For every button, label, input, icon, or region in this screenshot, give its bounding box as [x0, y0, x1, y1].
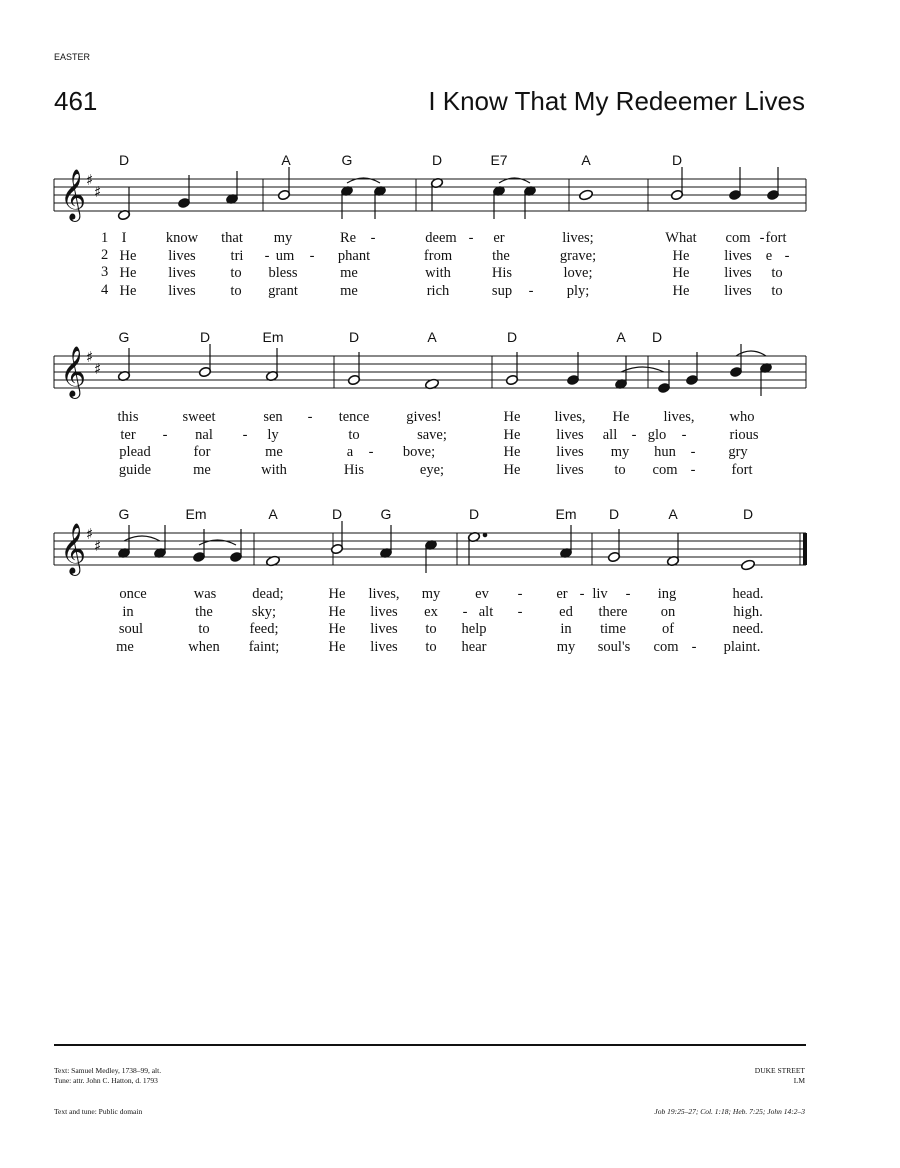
- lyric-syllable: gives!: [406, 409, 442, 425]
- lyric-syllable: head.: [732, 586, 764, 602]
- tune-credit: Tune: attr. John C. Hatton, d. 1793: [54, 1076, 158, 1085]
- lyric-syllable: rious: [729, 427, 759, 443]
- lyric-syllable: lives: [556, 444, 584, 460]
- lyric-syllable: e: [765, 248, 773, 264]
- lyric-syllable: to: [348, 427, 360, 443]
- lyric-syllable: lives,: [554, 409, 586, 425]
- lyric-syllable: sup: [491, 283, 513, 299]
- lyric-syllable: lives: [556, 462, 584, 478]
- lyric-syllable: phant: [337, 248, 371, 264]
- lyric-syllable: my: [273, 230, 293, 246]
- lyric-syllable: me: [340, 265, 358, 281]
- lyric-syllable: me: [265, 444, 283, 460]
- lyric-syllable: high.: [733, 604, 763, 620]
- lyric-syllable: tri: [230, 248, 244, 264]
- slur: [621, 367, 664, 372]
- lyric-syllable: to: [425, 639, 437, 655]
- chord: A: [616, 329, 626, 345]
- lyric-syllable: ly: [267, 427, 279, 443]
- lyric-syllable: save;: [417, 427, 447, 443]
- lyric-syllable: lives: [168, 265, 196, 281]
- lyric-syllable: lives: [370, 639, 398, 655]
- lyric-syllable: hear: [461, 639, 487, 655]
- lyric-syllable: me: [116, 639, 134, 655]
- lyric-syllable: in: [560, 621, 572, 637]
- lyric-syllable: -: [579, 586, 585, 602]
- chord: A: [281, 152, 291, 168]
- lyric-syllable: sweet: [182, 409, 216, 425]
- chord: G: [341, 152, 353, 168]
- lyric-syllable: who: [729, 409, 755, 425]
- lyric-syllable: -: [681, 427, 687, 443]
- lyric-syllable: What: [665, 230, 697, 246]
- lyric-syllable: -: [517, 586, 523, 602]
- lyric-syllable: when: [188, 639, 220, 655]
- lyric-syllable: deem: [425, 230, 457, 246]
- chord: G: [118, 506, 130, 522]
- lyric-syllable: lives: [724, 283, 752, 299]
- lyric-syllable: -: [517, 604, 523, 620]
- lyric-syllable: my: [421, 586, 441, 602]
- lyric-syllable: sen: [263, 409, 283, 425]
- lyric-syllable: to: [771, 265, 783, 281]
- lyric-syllable: to: [198, 621, 210, 637]
- lyric-syllable: plaint.: [723, 639, 761, 655]
- chord: D: [331, 506, 343, 522]
- lyric-syllable: on: [660, 604, 676, 620]
- lyric-syllable: fort: [765, 230, 787, 246]
- lyric-syllable: -: [625, 586, 631, 602]
- chord: D: [742, 506, 754, 522]
- lyric-syllable: He: [612, 409, 630, 425]
- lyric-syllable: was: [193, 586, 217, 602]
- lyric-syllable: I: [121, 230, 127, 246]
- lyric-syllable: -: [370, 230, 376, 246]
- lyric-syllable: rich: [426, 283, 450, 299]
- lyric-syllable: He: [328, 639, 346, 655]
- lyric-syllable: soul: [118, 621, 144, 637]
- lyric-syllable: with: [425, 265, 451, 281]
- lyric-syllable: er: [556, 586, 568, 602]
- lyric-syllable: bove;: [402, 444, 436, 460]
- lyric-syllable: me: [193, 462, 211, 478]
- lyric-syllable: He: [328, 621, 346, 637]
- lyric-syllable: lives: [370, 621, 398, 637]
- sharp-icon: ♯: [86, 348, 94, 366]
- dot: [483, 533, 487, 537]
- treble-clef-icon: 𝄞: [60, 169, 87, 220]
- lyric-syllable: gry: [728, 444, 748, 460]
- lyric-syllable: this: [117, 409, 139, 425]
- lyric-syllable: lives,: [368, 586, 400, 602]
- lyric-syllable: -: [368, 444, 374, 460]
- chord: A: [427, 329, 437, 345]
- sharp-icon: ♯: [86, 525, 94, 543]
- lyric-syllable: He: [503, 427, 521, 443]
- lyric-syllable: -: [759, 230, 765, 246]
- chord: D: [199, 329, 211, 345]
- lyric-syllable: ex: [424, 604, 438, 620]
- lyric-syllable: com: [652, 462, 678, 478]
- note-head: [579, 189, 594, 201]
- lyric-syllable: to: [614, 462, 626, 478]
- hymn-number: 461: [54, 86, 98, 116]
- lyric-syllable: lives: [168, 283, 196, 299]
- verse-number: 3: [101, 264, 109, 280]
- chord: Em: [185, 506, 207, 522]
- lyric-syllable: there: [598, 604, 628, 620]
- lyric-syllable: ter: [120, 427, 136, 443]
- lyric-syllable: lives: [370, 604, 398, 620]
- lyric-syllable: for: [193, 444, 211, 460]
- lyric-syllable: ed: [559, 604, 573, 620]
- treble-clef-icon: 𝄞: [60, 346, 87, 397]
- lyric-syllable: His: [491, 265, 513, 281]
- lyric-syllable: er: [493, 230, 505, 246]
- lyric-syllable: of: [661, 621, 675, 637]
- lyric-syllable: Re: [339, 230, 357, 246]
- lyric-syllable: He: [328, 604, 346, 620]
- chord: Em: [555, 506, 577, 522]
- lyric-syllable: com: [653, 639, 679, 655]
- lyric-syllable: glo: [647, 427, 667, 443]
- lyric-syllable: with: [261, 462, 287, 478]
- lyric-syllable: He: [119, 248, 137, 264]
- lyric-syllable: me: [340, 283, 358, 299]
- lyric-syllable: -: [264, 248, 270, 264]
- lyric-syllable: to: [230, 265, 242, 281]
- sharp-icon: ♯: [94, 360, 102, 378]
- lyric-syllable: ev: [475, 586, 489, 602]
- lyric-syllable: lives;: [562, 230, 594, 246]
- chord: D: [506, 329, 518, 345]
- note-head: [741, 559, 756, 571]
- lyric-syllable: His: [343, 462, 365, 478]
- lyric-syllable: -: [691, 639, 697, 655]
- lyric-syllable: -: [309, 248, 315, 264]
- treble-clef-icon: 𝄞: [60, 523, 87, 574]
- chord: G: [118, 329, 130, 345]
- lyric-syllable: once: [119, 586, 147, 602]
- chord: D: [651, 329, 663, 345]
- sharp-icon: ♯: [94, 183, 102, 201]
- lyric-syllable: plead: [119, 444, 151, 460]
- lyric-syllable: He: [503, 409, 521, 425]
- lyric-syllable: He: [672, 265, 690, 281]
- chord: E7: [490, 152, 508, 168]
- chord: D: [431, 152, 443, 168]
- scripture-references: Job 19:25–27; Col. 1:18; Heb. 7:25; John 14:2–3: [654, 1107, 805, 1116]
- lyric-syllable: -: [462, 604, 468, 620]
- lyric-syllable: eye;: [419, 462, 445, 478]
- chord: D: [468, 506, 480, 522]
- lyric-syllable: He: [503, 462, 521, 478]
- hymn-title: I Know That My Redeemer Lives: [428, 86, 805, 116]
- lyric-syllable: feed;: [249, 621, 279, 637]
- lyric-syllable: that: [221, 230, 243, 246]
- chord: D: [608, 506, 620, 522]
- lyric-syllable: love;: [563, 265, 593, 281]
- chord: D: [118, 152, 130, 168]
- lyric-syllable: -: [468, 230, 474, 246]
- lyric-syllable: ing: [657, 586, 677, 602]
- chord: A: [268, 506, 278, 522]
- tune-name: DUKE STREET: [754, 1066, 805, 1075]
- chord: G: [380, 506, 392, 522]
- lyric-syllable: He: [503, 444, 521, 460]
- lyric-syllable: -: [631, 427, 637, 443]
- lyric-syllable: um: [275, 248, 295, 264]
- lyric-syllable: a: [346, 444, 354, 460]
- lyric-syllable: soul's: [597, 639, 631, 655]
- lyric-syllable: lives: [724, 265, 752, 281]
- lyric-syllable: liv: [592, 586, 608, 602]
- chord: Em: [262, 329, 284, 345]
- chord: A: [668, 506, 678, 522]
- lyric-syllable: tence: [338, 409, 370, 425]
- lyric-syllable: -: [784, 248, 790, 264]
- lyric-syllable: the: [195, 604, 213, 620]
- chord: D: [348, 329, 360, 345]
- verse-number: 1: [101, 230, 109, 246]
- lyric-syllable: grant: [268, 283, 298, 299]
- lyric-syllable: guide: [118, 462, 152, 478]
- lyric-syllable: faint;: [248, 639, 280, 655]
- lyric-syllable: my: [610, 444, 630, 460]
- lyric-syllable: the: [492, 248, 510, 264]
- lyric-syllable: -: [690, 444, 696, 460]
- lyric-syllable: nal: [195, 427, 213, 443]
- lyric-syllable: com: [725, 230, 751, 246]
- lyric-syllable: grave;: [559, 248, 597, 264]
- lyric-syllable: -: [242, 427, 248, 443]
- lyric-syllable: from: [423, 248, 453, 264]
- lyric-syllable: bless: [268, 265, 298, 281]
- lyric-syllable: all: [602, 427, 618, 443]
- lyric-syllable: ply;: [566, 283, 590, 299]
- lyric-syllable: lives: [556, 427, 584, 443]
- lyric-syllable: fort: [731, 462, 753, 478]
- lyric-syllable: He: [328, 586, 346, 602]
- lyric-syllable: lives: [168, 248, 196, 264]
- rights-notice: Text and tune: Public domain: [54, 1107, 143, 1116]
- lyric-syllable: my: [556, 639, 576, 655]
- lyric-syllable: sky;: [251, 604, 277, 620]
- lyric-syllable: in: [122, 604, 134, 620]
- chord: D: [671, 152, 683, 168]
- lyric-syllable: lives,: [663, 409, 695, 425]
- lyric-syllable: He: [672, 248, 690, 264]
- lyric-syllable: -: [162, 427, 168, 443]
- lyric-syllable: He: [119, 265, 137, 281]
- lyric-syllable: time: [600, 621, 626, 637]
- lyric-syllable: help: [461, 621, 487, 637]
- lyric-syllable: know: [165, 230, 199, 246]
- lyric-syllable: to: [230, 283, 242, 299]
- text-credit: Text: Samuel Medley, 1738–99, alt.: [54, 1066, 162, 1075]
- verse-number: 2: [101, 247, 109, 263]
- sharp-icon: ♯: [86, 171, 94, 189]
- lyric-syllable: alt: [478, 604, 494, 620]
- lyric-syllable: need.: [732, 621, 764, 637]
- lyric-syllable: -: [528, 283, 534, 299]
- lyric-syllable: He: [672, 283, 690, 299]
- meter: LM: [793, 1076, 805, 1085]
- verse-number: 4: [101, 282, 109, 298]
- chord: A: [581, 152, 591, 168]
- section-label: EASTER: [54, 52, 91, 62]
- lyric-syllable: to: [425, 621, 437, 637]
- lyric-syllable: hun: [654, 444, 676, 460]
- sharp-icon: ♯: [94, 537, 102, 555]
- lyric-syllable: lives: [724, 248, 752, 264]
- lyric-syllable: -: [690, 462, 696, 478]
- lyric-syllable: to: [771, 283, 783, 299]
- lyric-syllable: -: [307, 409, 313, 425]
- lyric-syllable: dead;: [252, 586, 284, 602]
- lyric-syllable: He: [119, 283, 137, 299]
